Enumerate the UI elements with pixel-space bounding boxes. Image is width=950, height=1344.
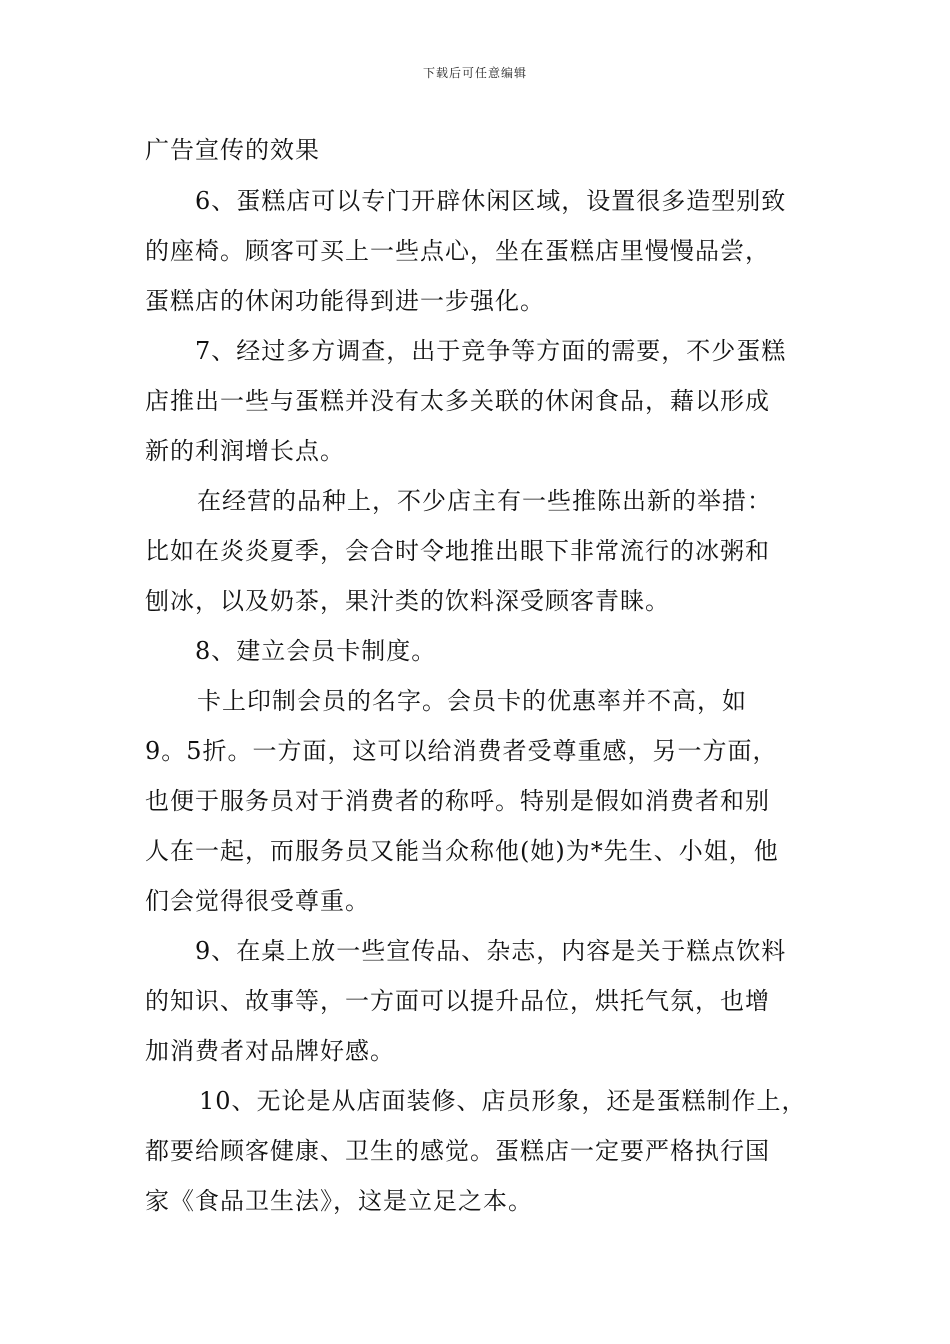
- text-line: 刨冰，以及奶茶，果汁类的饮料深受顾客青睐。: [145, 587, 670, 615]
- text-line: 加消费者对品牌好感。: [145, 1037, 395, 1065]
- text-line: 家《食品卫生法》，这是立足之本。: [145, 1187, 533, 1215]
- text-line: 6、蛋糕店可以专门开辟休闲区域，设置很多造型别致: [195, 187, 787, 215]
- text-line: 9。5折。一方面，这可以给消费者受尊重感，另一方面，: [145, 737, 778, 765]
- text-line: 8、建立会员卡制度。: [195, 637, 437, 665]
- page-header: 下载后可任意编辑: [422, 66, 527, 80]
- text-line: 广告宣传的效果: [145, 136, 320, 164]
- text-line: 比如在炎炎夏季，会合时令地推出眼下非常流行的冰粥和: [145, 537, 770, 565]
- text-line: 7、经过多方调查，出于竞争等方面的需要，不少蛋糕: [195, 337, 787, 365]
- text-line: 新的利润增长点。: [145, 437, 345, 465]
- text-line: 在经营的品种上，不少店主有一些推陈出新的举措：: [197, 487, 772, 515]
- text-line: 人在一起，而服务员又能当众称他(她)为*先生、小姐，他: [145, 837, 779, 865]
- text-line: 9、在桌上放一些宣传品、杂志，内容是关于糕点饮料: [195, 937, 787, 965]
- text-line: 也便于服务员对于消费者的称呼。特别是假如消费者和别: [145, 787, 770, 815]
- text-line: 的座椅。顾客可买上一些点心，坐在蛋糕店里慢慢品尝，: [145, 237, 770, 265]
- text-line: 店推出一些与蛋糕并没有太多关联的休闲食品，藉以形成: [145, 387, 770, 415]
- text-line: 卡上印制会员的名字。会员卡的优惠率并不高，如: [197, 687, 747, 715]
- text-line: 都要给顾客健康、卫生的感觉。蛋糕店一定要严格执行国: [145, 1137, 770, 1165]
- text-line: 蛋糕店的休闲功能得到进一步强化。: [145, 287, 545, 315]
- text-line: 们会觉得很受尊重。: [145, 887, 370, 915]
- text-line: 的知识、故事等，一方面可以提升品位，烘托气氛，也增: [145, 987, 770, 1015]
- text-line: 10、无论是从店面装修、店员形象，还是蛋糕制作上，: [199, 1087, 807, 1115]
